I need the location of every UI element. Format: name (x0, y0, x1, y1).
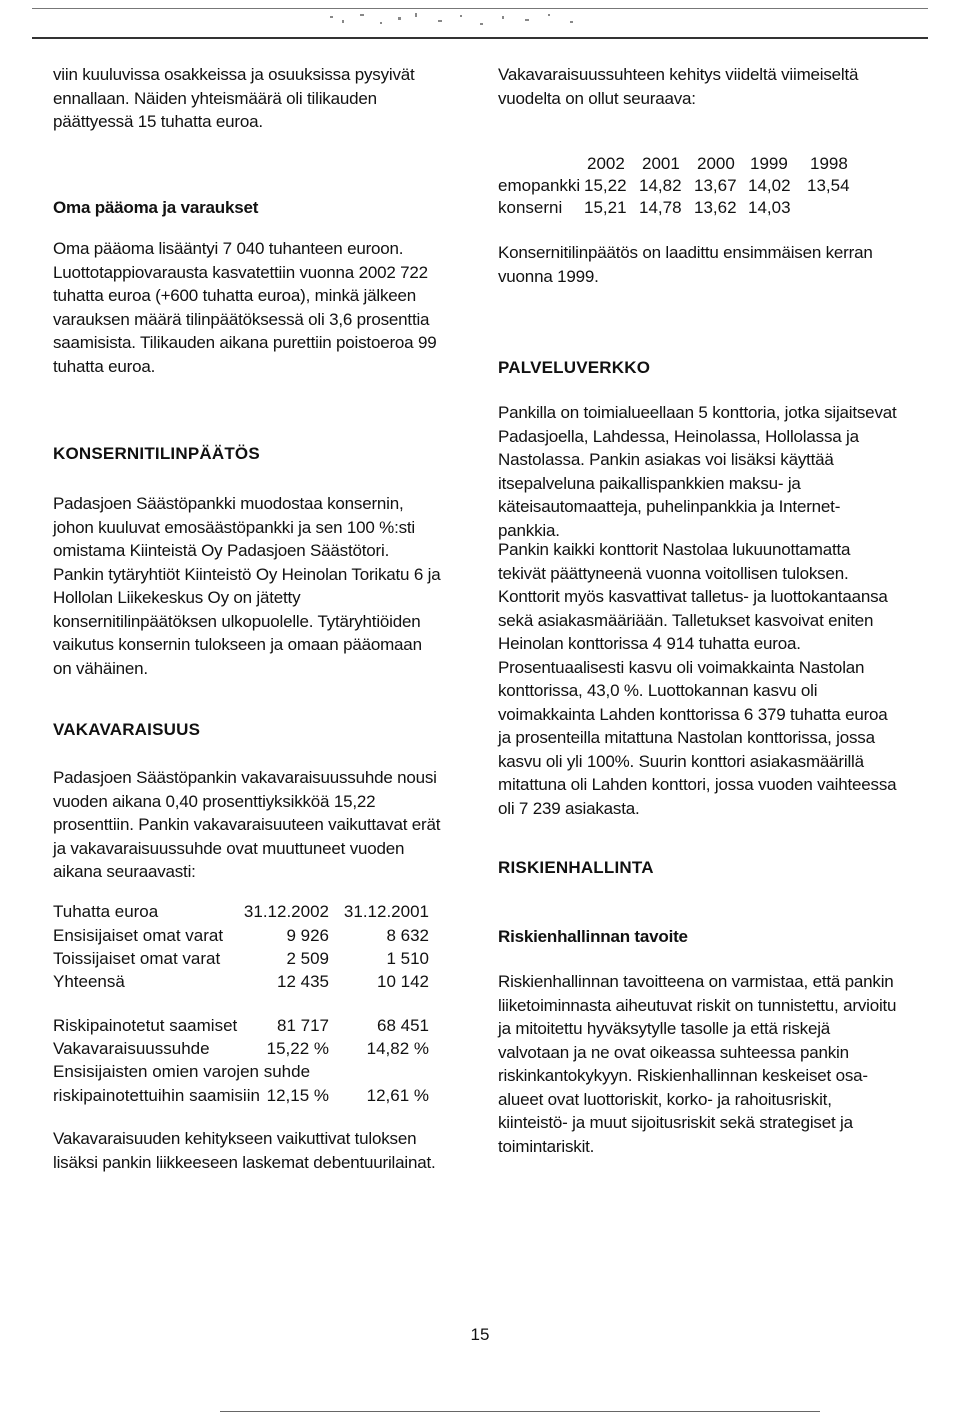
trend-value: 13,67 (694, 176, 737, 195)
year-1998: 1998 (810, 154, 848, 173)
trend-row-label: konserni (498, 198, 563, 217)
table-row-label: Vakavaraisuussuhde (53, 1039, 210, 1058)
table-row-value-2001: 14,82 % (366, 1039, 429, 1058)
network-heading: PALVELUVERKKO (498, 358, 651, 377)
table-row-value-2001: 68 451 (377, 1016, 429, 1035)
solvency-heading: VAKAVARAISUUS (53, 720, 201, 739)
group-paragraph: Padasjoen Säästöpankki muodostaa konsernin, johon kuuluvat emosäästöpankki ja sen 100 %:sti omistama Kiinteistä Oy Padasjoen Säästötori. Pankin tytäryhtiöt Kiinteistö Oy Heinolan Torikatu 6 ja Hollolan Liikekeskus Oy on jätetty konsernitilinpäätöksen ulkopuolelle. Tytäryhtiöiden vaikutus konsernin tulokseen ja omaan pääomaan on vähäinen. (53, 494, 441, 678)
network-paragraph-2: Pankin kaikki konttorit Nastolaa lukuunottamatta tekivät päättyneenä vuonna voitollisen tuloksen. Konttorit myös kasvattivat talletus- ja luottokantaansa sekä asiakasmääriään. Talletukset kasvoivat eniten Heinolan konttorissa 4 914 tuhatta euroa. Prosentuaalisesti kasvu oli voimakkainta Nastolan konttorissa, 43,0 %. Luottokannan kasvu oli voimakkainta Lahden konttorissa 6 379 tuhatta euroa ja prosenteilla mitattuna Nastolan konttorissa, jossa kasvu oli yli 100%. Suurin konttori asiakasmäärillä mitattuna oli Lahden konttori, jossa vuoden vaihteessa oli 7 239 asiakasta. (498, 540, 897, 818)
equity-paragraph: Oma pääoma lisääntyi 7 040 tuhanteen euroon. Luottotappiovarausta kasvatettiin vuonna 2002 722 tuhatta euroa (+600 tuhatta euroa), minkä jälkeen varauksen määrä tilinpäätöksessä oli 3,6 prosenttia saamisista. Tilikauden aikana purettiin poistoeroa 99 tuhatta euroa. (53, 239, 437, 376)
closing-paragraph: Vakavaraisuuden kehitykseen vaikuttivat tuloksen lisäksi pankin liikkeeseen laskemat debentuurilainat. (53, 1129, 436, 1172)
table-row (53, 1014, 443, 1037)
table-row-value-2002: 81 717 (277, 1016, 329, 1035)
year-1999: 1999 (750, 154, 788, 173)
group-heading: KONSERNITILINPÄÄTÖS (53, 444, 260, 463)
intro-paragraph: viin kuuluvissa osakkeissa ja osuuksissa pysyivät ennallaan. Näiden yhteismäärä oli tilikauden päättyessä 15 tuhatta euroa. (53, 65, 415, 131)
table-row (498, 196, 898, 219)
table-row-value-2001: 10 142 (377, 972, 429, 991)
trend-value: 14,03 (748, 198, 791, 217)
table-row (53, 1084, 443, 1107)
table-row-label: Riskipainotetut saamiset (53, 1016, 238, 1035)
solvency-paragraph: Padasjoen Säästöpankin vakavaraisuussuhde nousi vuoden aikana 0,40 prosenttiyksikköä 15,22 prosenttiin. Pankin vakavaraisuuteen vaikuttavat erät ja vakavaraisuussuhde ovat muuttuneet vuoden aikana seuraavasti: (53, 768, 441, 881)
table-row (53, 970, 443, 993)
trend-value: 14,78 (639, 198, 682, 217)
page-number: 15 (470, 1325, 490, 1344)
table-row-label: Toissijaiset omat varat (53, 949, 221, 968)
table-row-value-2001: 12,61 % (366, 1086, 429, 1105)
table-row-value-2002: 2 509 (286, 949, 329, 968)
table-row-value-2002: 9 926 (286, 926, 329, 945)
bottom-rule (220, 1411, 820, 1412)
network-paragraph-1: Pankilla on toimialueellaan 5 konttoria, jotka sijaitsevat Padasjoella, Lahdessa, Heinolassa, Hollolassa ja Nastolassa. Pankin asiakas voi lisäksi käyttää itsepalveluna paikallispankkien maksu- ja käteisautomaatteja, puhelinpankkia ja Internet-pankkia. (498, 403, 897, 540)
trend-intro: Vakavaraisuussuhteen kehitys viideltä viimeiseltä vuodelta on ollut seuraava: (498, 65, 859, 108)
trend-years-row (498, 152, 898, 175)
table-row-value-2001: 1 510 (386, 949, 429, 968)
risk-subheading: Riskienhallinnan tavoite (498, 927, 688, 946)
table-header-row (53, 900, 443, 923)
trend-value: 14,82 (639, 176, 682, 195)
equity-heading: Oma pääoma ja varaukset (53, 198, 259, 217)
trend-value: 15,22 (584, 176, 627, 195)
table-header-2001: 31.12.2001 (343, 902, 429, 921)
risk-heading: RISKIENHALLINTA (498, 858, 654, 877)
table-row (498, 174, 898, 197)
top-rule-thick (32, 37, 928, 39)
table-header-2002: 31.12.2002 (243, 902, 329, 921)
table-row (53, 947, 443, 970)
table-row-value-2002: 15,22 % (266, 1039, 329, 1058)
year-2002: 2002 (587, 154, 625, 173)
table-row-value-2001: 8 632 (386, 926, 429, 945)
trend-row-label: emopankki (498, 176, 581, 195)
trend-value: 13,54 (807, 176, 850, 195)
table-row-label: Ensisijaiset omat varat (53, 926, 224, 945)
trend-note: Konsernitilinpäätös on laadittu ensimmäisen kerran vuonna 1999. (498, 243, 873, 286)
table-row (53, 924, 443, 947)
trend-value: 15,21 (584, 198, 627, 217)
table-row-label: Ensisijaisten omien varojen suhde (53, 1062, 311, 1081)
trend-value: 14,02 (748, 176, 791, 195)
table-row (53, 1037, 443, 1060)
table-row (53, 1060, 443, 1083)
scan-speckle (320, 8, 600, 36)
year-2001: 2001 (642, 154, 680, 173)
table-row-value-2002: 12,15 % (266, 1086, 329, 1105)
year-2000: 2000 (697, 154, 735, 173)
trend-value: 13,62 (694, 198, 737, 217)
table-row-value-2002: 12 435 (277, 972, 329, 991)
table-row-label: Yhteensä (53, 972, 125, 991)
table-row-label: riskipainotettuihin saamisiin (53, 1086, 260, 1105)
risk-paragraph: Riskienhallinnan tavoitteena on varmistaa, että pankin liiketoiminnasta aiheutuvat riskit on tunnistettu, arvioitu ja mitoitettu hyväksytylle tasolle ja että riskejä valvotaan ja ne ovat oikeassa suhteessa pankin riskinkantokykyyn. Riskienhallinnan keskeiset osa-alueet ovat luottoriskit, korko- ja rahoitusriskit, kiinteistö- ja muut sijoitusriskit sekä strategiset ja toimintariskit. (498, 972, 897, 1156)
table-header-label: Tuhatta euroa (53, 902, 159, 921)
